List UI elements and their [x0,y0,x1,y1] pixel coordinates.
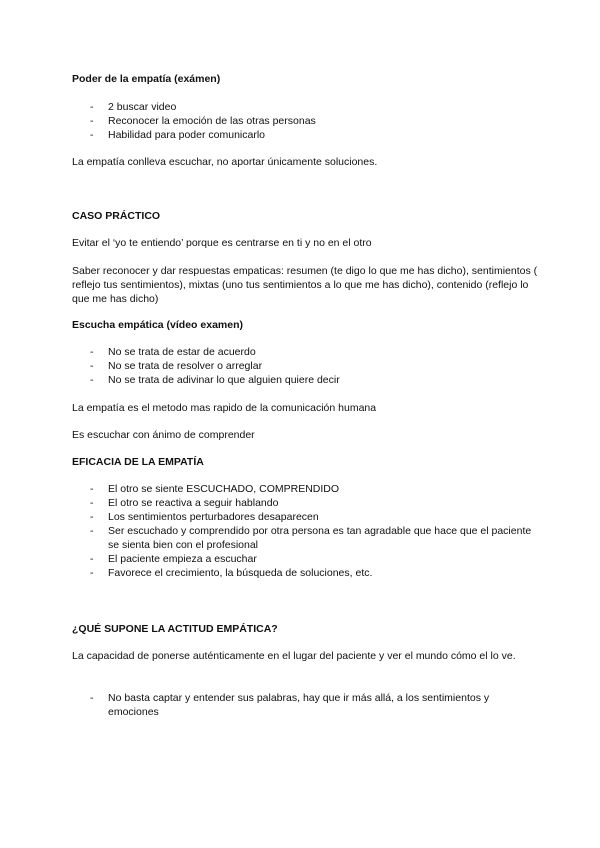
dash-marker: - [90,525,94,537]
paragraph-escuchar-animo: Es escuchar con ánimo de comprender [72,429,255,441]
dash-marker: - [90,567,94,579]
dash-marker: - [90,129,94,141]
list-item: - Ser escuchado y comprendido por otra persona es tan agradable que hace que el paciente se sienta bien con el profesional [90,525,532,551]
list-item: - El otro se reactiva a seguir hablando [90,497,279,509]
list-eficacia [72,482,540,580]
list-item: - No se trata de adivinar lo que alguien quiere decir [90,374,340,386]
list-item: - El otro se siente ESCUCHADO, COMPRENDIDO [90,483,340,495]
heading-caso-practico: CASO PRÁCTICO [72,210,161,222]
paragraph-evitar: Evitar el ‘yo te entiendo’ porque es centrarse en ti y no en el otro [72,237,372,249]
dash-marker: - [90,115,94,127]
dash-marker: - [90,553,94,565]
paragraph-capacidad: La capacidad de ponerse auténticamente en el lugar del paciente y ver el mundo cómo el lo ve. [72,650,516,662]
list-escucha-empatica [72,345,540,387]
list-item: - Favorece el crecimiento, la búsqueda de soluciones, etc. [90,567,373,579]
list-item: - No basta captar y entender sus palabras, hay que ir más allá, a los sentimientos y emociones [90,692,490,718]
list-item: - El paciente empieza a escuchar [90,553,257,565]
list-item: - Reconocer la emoción de las otras personas [90,115,316,127]
heading-escucha-empatica: Escucha empática (vídeo examen) [72,319,243,331]
dash-marker: - [90,374,94,386]
dash-marker: - [90,101,94,113]
dash-marker: - [90,511,94,523]
paragraph-empatia-conlleva: La empatía conlleva escuchar, no aportar únicamente soluciones. [72,156,378,168]
list-item: - No se trata de estar de acuerdo [90,346,256,358]
dash-marker: - [90,497,94,509]
list-item: - Los sentimientos perturbadores desaparecen [90,511,319,523]
dash-marker: - [90,692,94,704]
heading-eficacia: EFICACIA DE LA EMPATÍA [72,456,204,468]
dash-marker: - [90,483,94,495]
heading-actitud-empatica: ¿QUÉ SUPONE LA ACTITUD EMPÁTICA? [72,623,278,635]
dash-marker: - [90,360,94,372]
list-item: - 2 buscar video [90,101,177,113]
paragraph-metodo-rapido: La empatía es el metodo mas rapido de la comunicación humana [72,402,377,414]
list-poder-empatia [72,100,540,142]
heading-poder-empatia: Poder de la empatía (exámen) [72,73,221,85]
list-item: - Habilidad para poder comunicarlo [90,129,266,141]
dash-marker: - [90,346,94,358]
list-item: - No se trata de resolver o arreglar [90,360,263,372]
list-actitud-empatica [72,691,540,719]
paragraph-saber-reconocer: Saber reconocer y dar respuestas empaticas: resumen (te digo lo que me has dicho), sentimientos ( reflejo tus sentimientos), mixtas (uno tus sentimientos a lo que me has dicho), contenido (reflejo lo que me has dicho) [72,265,538,305]
